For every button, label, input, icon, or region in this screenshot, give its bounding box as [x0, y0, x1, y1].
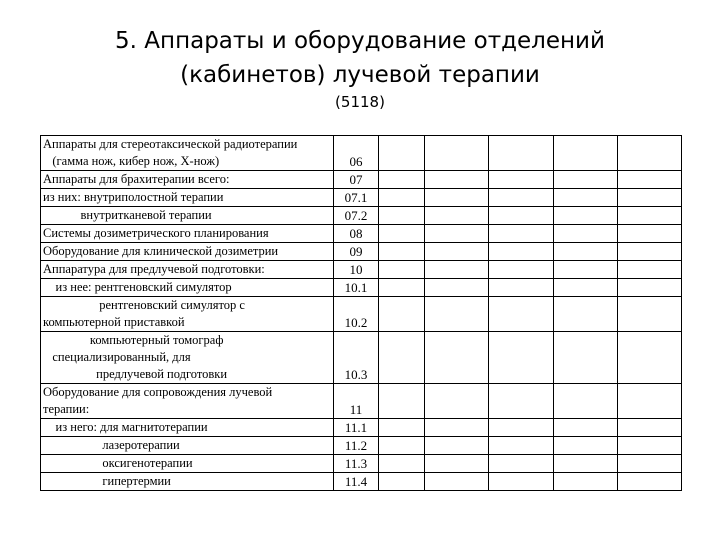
row-label — [41, 225, 334, 243]
row-label-line: оксигенотерапии — [43, 456, 193, 470]
row-label-line: из него: для магнитотерапии — [43, 420, 208, 434]
value-cell — [554, 207, 618, 225]
table-row — [41, 261, 682, 279]
value-cell — [379, 189, 425, 207]
value-cell — [489, 419, 554, 437]
value-cell — [618, 225, 682, 243]
value-cell — [425, 384, 489, 419]
value-cell — [489, 279, 554, 297]
row-label — [41, 332, 334, 384]
value-cell — [618, 243, 682, 261]
value-cell — [425, 279, 489, 297]
value-cell — [489, 437, 554, 455]
row-label-line: Оборудование для сопровождения лучевой — [43, 385, 273, 399]
row-label-line: рентгеновский симулятор с — [43, 298, 245, 312]
value-cell — [425, 243, 489, 261]
title-line-1: 5. Аппараты и оборудование отделений — [115, 28, 605, 54]
table-row — [41, 419, 682, 437]
value-cell — [554, 225, 618, 243]
value-cell — [379, 171, 425, 189]
row-number: 10.3 — [334, 332, 379, 384]
row-number: 11.4 — [334, 473, 379, 491]
title-line-2: (кабинетов) лучевой терапии — [180, 62, 540, 88]
row-label-line: внутритканевой терапии — [43, 208, 212, 222]
value-cell — [554, 243, 618, 261]
value-cell — [425, 189, 489, 207]
row-label-line: Аппаратура для предлучевой подготовки: — [43, 262, 265, 276]
row-label-line: (гамма нож, кибер нож, Х-нож) — [43, 154, 220, 168]
row-label-line: терапии: — [43, 402, 90, 416]
row-label — [41, 279, 334, 297]
value-cell — [379, 279, 425, 297]
value-cell — [618, 473, 682, 491]
row-number: 07.2 — [334, 207, 379, 225]
value-cell — [554, 279, 618, 297]
row-label-line: компьютерный томограф — [43, 333, 224, 347]
value-cell — [379, 297, 425, 332]
value-cell — [554, 189, 618, 207]
value-cell — [489, 171, 554, 189]
value-cell — [489, 455, 554, 473]
table-row — [41, 136, 682, 171]
row-label-line: специализированный, для — [43, 350, 191, 364]
row-number: 06 — [334, 136, 379, 171]
value-cell — [489, 136, 554, 171]
row-number: 10 — [334, 261, 379, 279]
row-number: 11.2 — [334, 437, 379, 455]
form-code: (5118) — [335, 93, 385, 111]
table-row — [41, 243, 682, 261]
row-label-line: Оборудование для клинической дозиметрии — [43, 244, 279, 258]
value-cell — [554, 384, 618, 419]
value-cell — [425, 419, 489, 437]
value-cell — [554, 171, 618, 189]
value-cell — [489, 261, 554, 279]
value-cell — [425, 261, 489, 279]
value-cell — [489, 384, 554, 419]
table-row — [41, 279, 682, 297]
value-cell — [618, 261, 682, 279]
row-number: 09 — [334, 243, 379, 261]
value-cell — [379, 437, 425, 455]
table-row — [41, 455, 682, 473]
value-cell — [425, 207, 489, 225]
value-cell — [618, 419, 682, 437]
row-number: 07.1 — [334, 189, 379, 207]
value-cell — [618, 207, 682, 225]
value-cell — [489, 189, 554, 207]
table-row — [41, 225, 682, 243]
row-label — [41, 384, 334, 419]
row-label-line: гипертермии — [43, 474, 171, 488]
row-label — [41, 455, 334, 473]
row-number: 10.1 — [334, 279, 379, 297]
page-title — [0, 24, 720, 92]
value-cell — [618, 384, 682, 419]
value-cell — [379, 243, 425, 261]
value-cell — [489, 297, 554, 332]
table-row — [41, 189, 682, 207]
value-cell — [554, 419, 618, 437]
value-cell — [425, 136, 489, 171]
row-number: 11.3 — [334, 455, 379, 473]
table-row — [41, 437, 682, 455]
value-cell — [425, 171, 489, 189]
value-cell — [489, 225, 554, 243]
value-cell — [489, 473, 554, 491]
row-number: 07 — [334, 171, 379, 189]
value-cell — [379, 419, 425, 437]
value-cell — [554, 261, 618, 279]
value-cell — [425, 297, 489, 332]
value-cell — [554, 437, 618, 455]
row-number: 11.1 — [334, 419, 379, 437]
row-number: 10.2 — [334, 297, 379, 332]
value-cell — [425, 332, 489, 384]
value-cell — [379, 384, 425, 419]
table-row — [41, 297, 682, 332]
value-cell — [489, 207, 554, 225]
value-cell — [379, 332, 425, 384]
table-row — [41, 473, 682, 491]
row-label — [41, 243, 334, 261]
row-label — [41, 437, 334, 455]
table-row — [41, 171, 682, 189]
row-label-line: компьютерной приставкой — [43, 315, 185, 329]
row-label — [41, 419, 334, 437]
value-cell — [379, 473, 425, 491]
value-cell — [379, 136, 425, 171]
value-cell — [554, 136, 618, 171]
value-cell — [554, 455, 618, 473]
table-body — [41, 136, 682, 491]
equipment-table — [40, 135, 682, 491]
row-label — [41, 171, 334, 189]
row-label-line: из нее: рентгеновский симулятор — [43, 280, 232, 294]
value-cell — [489, 332, 554, 384]
value-cell — [379, 261, 425, 279]
value-cell — [425, 437, 489, 455]
value-cell — [618, 455, 682, 473]
value-cell — [425, 455, 489, 473]
row-label-line: Аппараты для брахитерапии всего: — [43, 172, 230, 186]
value-cell — [618, 279, 682, 297]
table-row — [41, 207, 682, 225]
row-number: 11 — [334, 384, 379, 419]
value-cell — [425, 473, 489, 491]
value-cell — [489, 243, 554, 261]
table-row — [41, 332, 682, 384]
value-cell — [554, 297, 618, 332]
row-label — [41, 189, 334, 207]
row-label-line: лазеротерапии — [43, 438, 180, 452]
table-row — [41, 384, 682, 419]
value-cell — [554, 473, 618, 491]
row-label — [41, 136, 334, 171]
value-cell — [379, 455, 425, 473]
value-cell — [618, 189, 682, 207]
row-label-line: предлучевой подготовки — [43, 367, 228, 381]
value-cell — [618, 171, 682, 189]
value-cell — [618, 332, 682, 384]
row-number: 08 — [334, 225, 379, 243]
value-cell — [618, 297, 682, 332]
value-cell — [554, 332, 618, 384]
row-label-line: Системы дозиметрического планирования — [43, 226, 269, 240]
row-label — [41, 207, 334, 225]
value-cell — [425, 225, 489, 243]
row-label — [41, 261, 334, 279]
row-label — [41, 297, 334, 332]
row-label-line: Аппараты для стереотаксической радиотерапии — [43, 137, 298, 151]
row-label — [41, 473, 334, 491]
row-label-line: из них: внутриполостной терапии — [43, 190, 224, 204]
value-cell — [379, 225, 425, 243]
value-cell — [618, 136, 682, 171]
value-cell — [379, 207, 425, 225]
value-cell — [618, 437, 682, 455]
